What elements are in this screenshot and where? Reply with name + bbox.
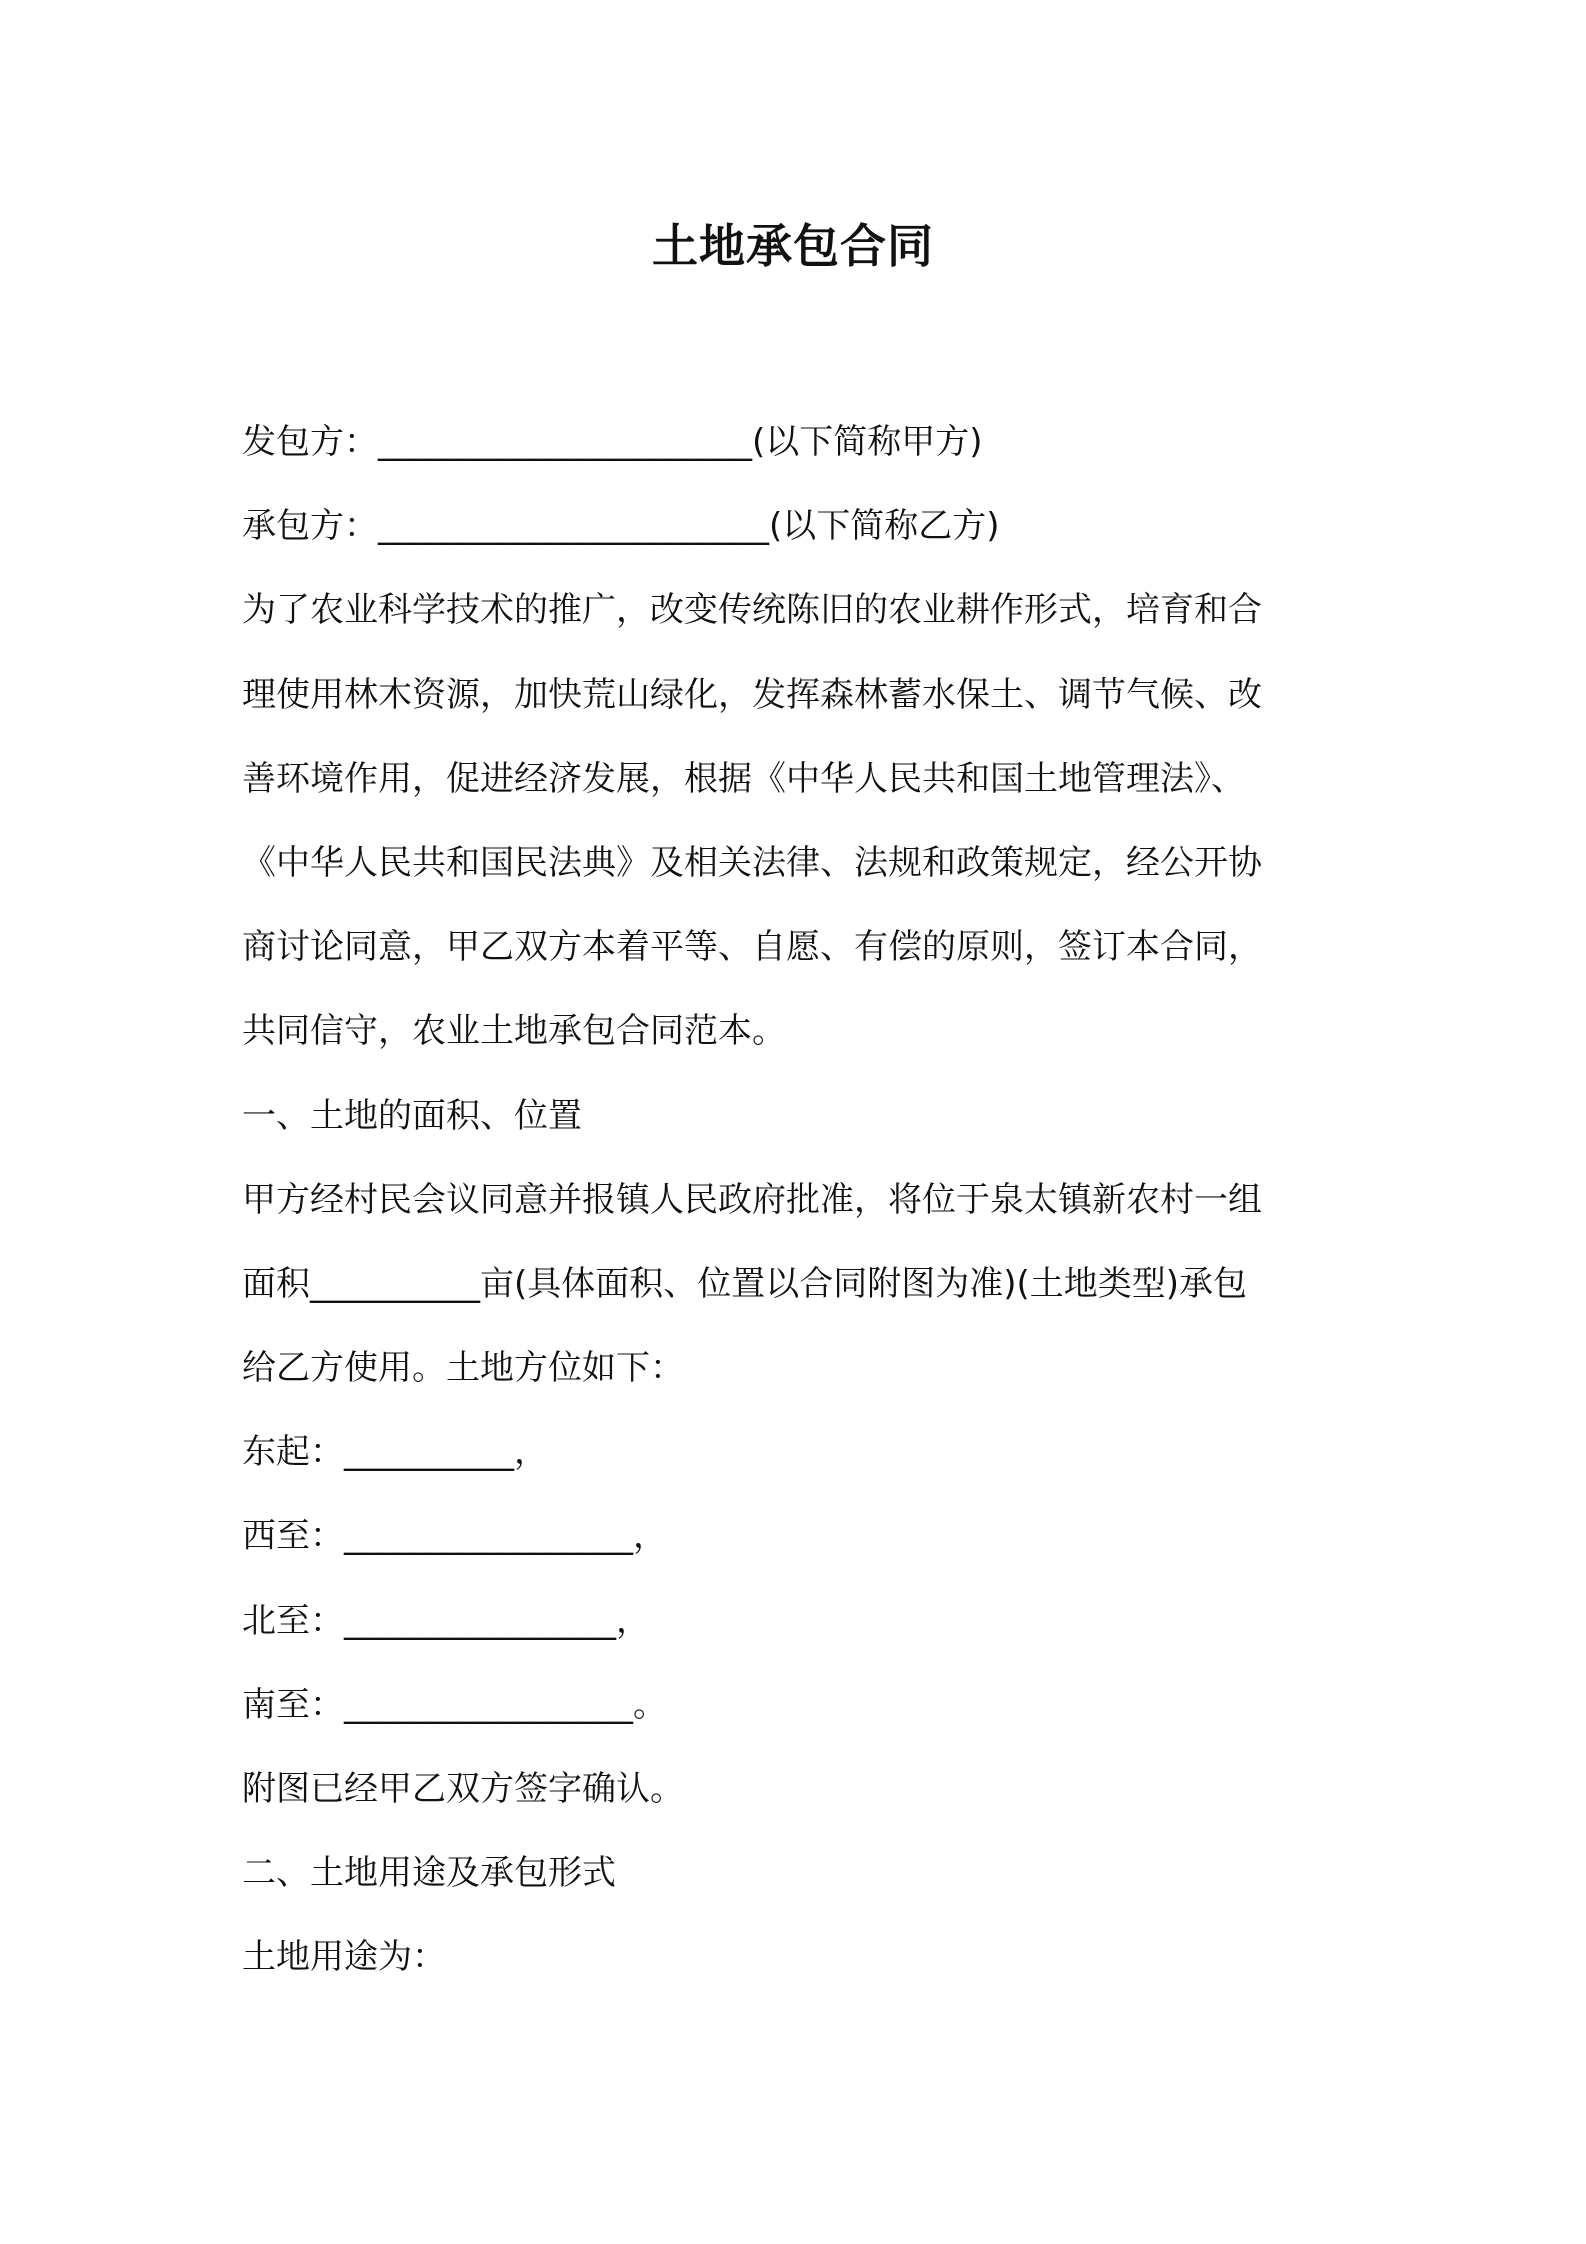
boundary-north: 北至：________________， — [242, 1600, 650, 1641]
preamble-line-6: 共同信守，农业土地承包合同范本。 — [242, 1011, 786, 1052]
party-a-line: 发包方：______________________(以下简称甲方) — [242, 422, 983, 462]
section-1-line-2: 面积__________亩(具体面积、位置以合同附图为准)(土地类型)承包 — [242, 1263, 1248, 1304]
preamble-line-4: 《中华人民共和国民法典》及相关法律、法规和政策规定，经公开协 — [242, 842, 1262, 883]
document-title: 土地承包合同 — [652, 219, 934, 273]
preamble-line-3: 善环境作用，促进经济发展，根据《中华人民共和国土地管理法》、 — [242, 758, 1245, 799]
preamble-line-5: 商讨论同意，甲乙双方本着平等、自愿、有偿的原则，签订本合同， — [242, 927, 1262, 968]
document-body — [242, 400, 1352, 2000]
boundary-south: 南至：_________________。 — [242, 1684, 667, 1725]
map-confirmation-line: 附图已经甲乙双方签字确认。 — [242, 1769, 684, 1809]
section-heading-2: 二、土地用途及承包形式 — [242, 1853, 616, 1894]
land-use-line: 土地用途为： — [242, 1937, 446, 1978]
section-1-line-3: 给乙方使用。土地方位如下： — [242, 1348, 684, 1389]
boundary-east: 东起：__________， — [242, 1432, 548, 1473]
party-b-line: 承包方：_______________________(以下简称乙方) — [242, 506, 1000, 547]
section-heading-1: 一、土地的面积、位置 — [242, 1095, 582, 1136]
preamble-line-2: 理使用林木资源，加快荒山绿化，发挥森林蓄水保土、调节气候、改 — [242, 674, 1262, 715]
section-1-line-1: 甲方经村民会议同意并报镇人民政府批准，将位于泉太镇新农村一组 — [242, 1179, 1262, 1220]
boundary-west: 西至：_________________， — [242, 1516, 667, 1557]
preamble-line-1: 为了农业科学技术的推广，改变传统陈旧的农业耕作形式，培育和合 — [242, 590, 1262, 631]
